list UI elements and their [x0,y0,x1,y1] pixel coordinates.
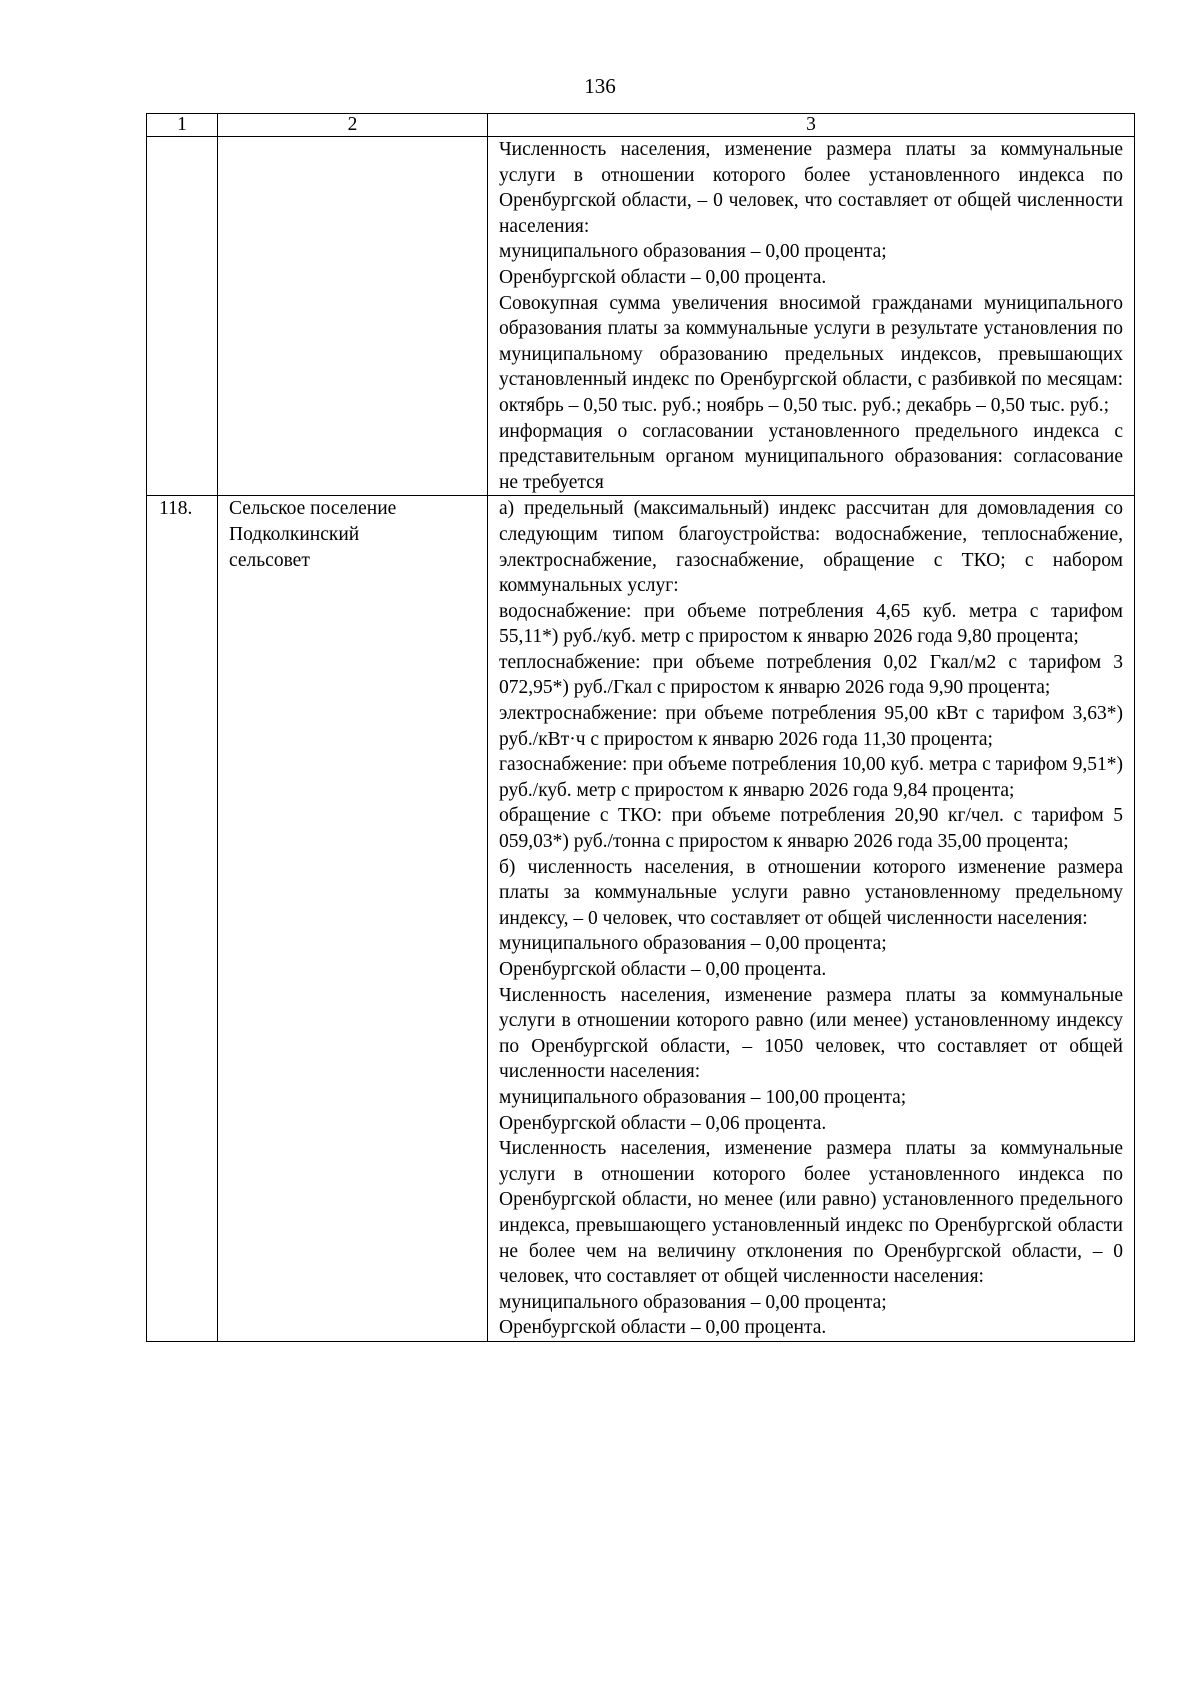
settlement-name-line: сельсовет [229,549,310,571]
table-header-row [147,114,1135,137]
paragraph: Оренбургской области – 0,00 процента. [499,1317,827,1339]
paragraph: Совокупная сумма увеличения вносимой гражданами муниципального образования платы за коммунальные услуги в результате установления по муниципальному образованию предельных индексов, превышающих установленный индекс по Оренбургской области, с разбивкой по месяцам: октябрь – 0,50 тыс. руб.; ноябрь – 0,50 тыс. руб.; декабрь – 0,50 тыс. руб.; [499,292,1123,416]
paragraph: Оренбургской области – 0,00 процента. [499,959,827,980]
continuation-text-cell [488,137,1135,496]
table-row-continuation [147,137,1135,496]
continuation-name-cell [218,137,488,496]
paragraph: электроснабжение: при объеме потребления 95,00 кВт с тарифом 3,63*) руб./кВт·ч с приростом к январю 2026 года 11,30 процента; [499,703,1123,750]
index-details-cell [488,496,1135,1342]
column-header-2: 2 [218,114,488,137]
paragraph: теплоснабжение: при объеме потребления 0,02 Гкал/м2 с тарифом 3 072,95*) руб./Гкал с приростом к январю 2026 года 9,90 процента; [499,651,1123,699]
table-row-118 [147,496,1135,1342]
paragraph: муниципального образования – 100,00 процента; [499,1086,907,1108]
row-number: 118. [147,496,218,1342]
paragraph: б) численность населения, в отношении которого изменение размера платы за коммунальные услуги равно установленному предельному индексу, – 0 человек, что составляет от общей численности населения: [499,856,1123,929]
page-number: 136 [584,74,616,98]
paragraph: муниципального образования – 0,00 процента; [499,241,887,263]
paragraph: Оренбургской области – 0,00 процента. [499,266,827,288]
paragraph: муниципального образования – 0,00 процента; [499,1291,887,1313]
paragraph: обращение с ТКО: при объеме потребления 20,90 кг/чел. с тарифом 5 059,03*) руб./тонна с приростом к январю 2026 года 35,00 процента; [499,805,1123,853]
paragraph: а) предельный (максимальный) индекс рассчитан для домовладения со следующим типом благоустройства: водоснабжение, теплоснабжение, электроснабжение, газоснабжение, обращение с ТКО; с набором коммунальных услуг: [499,498,1123,597]
settlement-name-line: Сельское поселение [229,498,397,520]
column-header-1: 1 [147,114,218,137]
paragraph: газоснабжение: при объеме потребления 10,00 куб. метра с тарифом 9,51*) руб./куб. метр с приростом к январю 2026 года 9,84 процента; [499,754,1123,801]
column-header-3: 3 [488,114,1135,137]
continuation-number-cell [147,137,218,496]
paragraph: Оренбургской области – 0,06 процента. [499,1112,827,1134]
paragraph: информация о согласовании установленного предельного индекса с представительным органом муниципального образования: согласование не требуется [499,420,1123,493]
paragraph: Численность населения, изменение размера платы за коммунальные услуги в отношении которого более установленного индекса по Оренбургской области, – 0 человек, что составляет от общей численности населения: [499,139,1123,237]
indices-table [146,113,1135,1342]
settlement-name-line: Подколкинский [229,523,360,545]
paragraph: водоснабжение: при объеме потребления 4,65 куб. метра с тарифом 55,11*) руб./куб. метр с приростом к январю 2026 года 9,80 процента; [499,600,1123,648]
paragraph: Численность населения, изменение размера платы за коммунальные услуги в отношении которого более установленного индекса по Оренбургской области, но менее (или равно) установленного предельного индекса, превышающего установленный индекс по Оренбургской области не более чем на величину отклонения по Оренбургской области, – 0 человек, что составляет от общей численности населения: [499,1138,1123,1288]
settlement-name-cell [218,496,488,1342]
paragraph: Численность населения, изменение размера платы за коммунальные услуги в отношении которого равно (или менее) установленному индексу по Оренбургской области, – 1050 человек, что составляет от общей численности населения: [499,984,1123,1083]
paragraph: муниципального образования – 0,00 процента; [499,933,887,955]
